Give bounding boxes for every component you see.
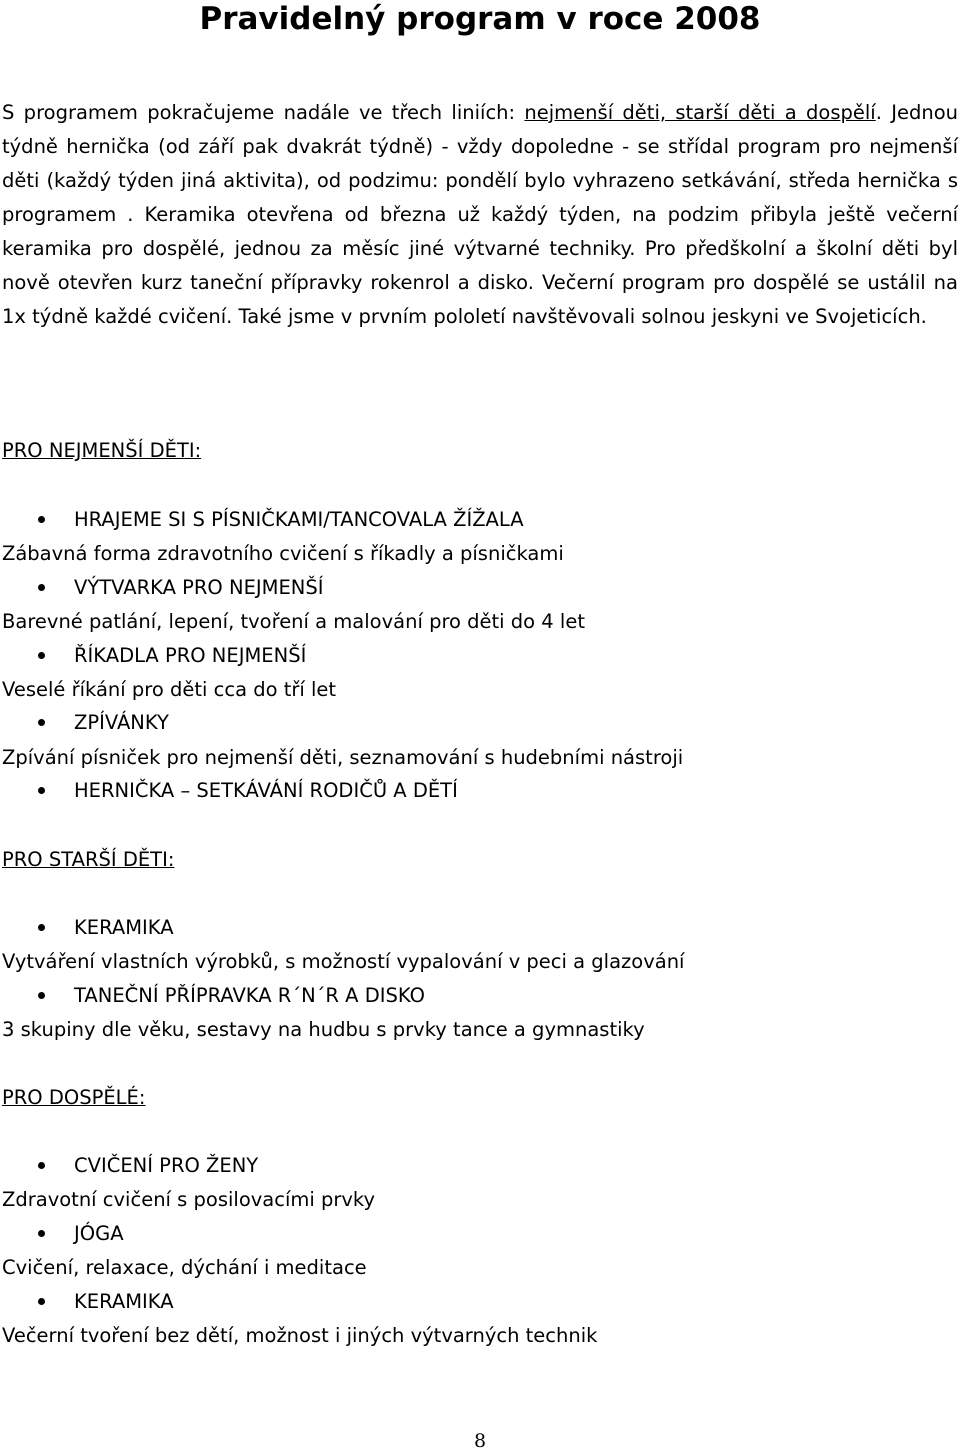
section-heading-adults: PRO DOSPĚLÉ:	[2, 1086, 146, 1109]
program-name: KERAMIKA	[74, 916, 174, 939]
program-description: Veselé říkání pro děti cca do tří let	[2, 678, 337, 701]
page-number: 8	[473, 1430, 487, 1452]
program-description: 3 skupiny dle věku, sestavy na hudbu s prvky tance a gymnastiky	[2, 1018, 645, 1041]
bullet-icon	[38, 992, 45, 999]
bullet-icon	[38, 516, 45, 523]
program-description: Zpívání písniček pro nejmenší děti, seznamování s hudebními nástroji	[2, 746, 684, 769]
bullet-icon	[38, 1298, 45, 1305]
program-description: Zdravotní cvičení s posilovacími prvky	[2, 1188, 376, 1211]
program-description: Barevné patlání, lepení, tvoření a malování pro děti do 4 let	[2, 610, 585, 633]
program-description: Večerní tvoření bez dětí, možnost i jiných výtvarných technik	[2, 1324, 598, 1347]
program-name: ZPÍVÁNKY	[74, 711, 169, 734]
program-name: CVIČENÍ PRO ŽENY	[74, 1154, 259, 1177]
page-title: Pravidelný program v roce 2008	[199, 1, 761, 37]
program-name: HRAJEME SI S PÍSNIČKAMI/TANCOVALA ŽÍŽALA	[74, 508, 524, 531]
bullet-icon	[38, 1230, 45, 1237]
bullet-icon	[38, 584, 45, 591]
program-name: VÝTVARKA PRO NEJMENŠÍ	[74, 576, 324, 599]
program-name: KERAMIKA	[74, 1290, 174, 1313]
bullet-icon	[38, 787, 45, 794]
program-description: Vytváření vlastních výrobků, s možností vypalování v peci a glazování	[2, 950, 685, 973]
intro-text-rest: . Jednou týdně hernička (od září pak dvakrát týdně) - vždy dopoledne - se střídal program pro nejmenší děti (každý týden jiná aktivita), od podzimu: pondělí bylo vyhrazeno setkávání, středa hernička s programem . Keramika otevřena od března už každý týden, na podzim přibyla ještě večerní keramika pro dospělé, jednou za měsíc jiné výtvarné techniky. Pro předškolní a školní děti byl nově otevřen kurz taneční přípravky rokenrol a disko. Večerní program pro dospělé se ustálil na 1x týdně každé cvičení. Také jsme v prvním pololetí navštěvovali solnou jeskyni ve Svojeticích.	[2, 101, 959, 328]
program-description: Zábavná forma zdravotního cvičení s říkadly a písničkami	[2, 542, 564, 565]
section-heading-older: PRO STARŠÍ DĚTI:	[2, 848, 175, 871]
bullet-icon	[38, 1162, 45, 1169]
bullet-icon	[38, 924, 45, 931]
intro-paragraph	[2, 96, 958, 334]
intro-text-start: S programem pokračujeme nadále ve třech liniích:	[2, 101, 525, 124]
program-name: HERNIČKA – SETKÁVÁNÍ RODIČŮ A DĚTÍ	[74, 779, 458, 802]
bullet-icon	[38, 719, 45, 726]
program-name: TANEČNÍ PŘÍPRAVKA R´N´R A DISKO	[74, 984, 425, 1007]
program-name: JÓGA	[74, 1222, 124, 1245]
program-description: Cvičení, relaxace, dýchání i meditace	[2, 1256, 367, 1279]
bullet-icon	[38, 652, 45, 659]
section-heading-youngest: PRO NEJMENŠÍ DĚTI:	[2, 439, 202, 462]
intro-underlined-text: nejmenší děti, starší děti a dospělí	[524, 101, 876, 124]
program-name: ŘÍKADLA PRO NEJMENŠÍ	[74, 644, 307, 667]
